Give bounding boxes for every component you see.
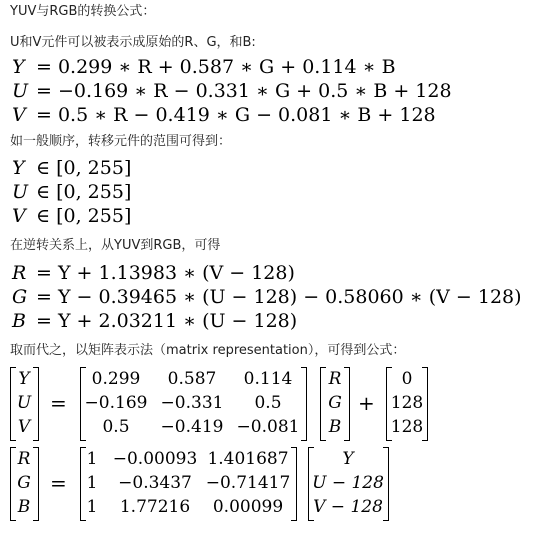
right-bracket [344, 367, 350, 441]
matrix-cell: −0.331 [160, 393, 224, 413]
vector-cell: V [17, 417, 31, 437]
vector-cell: 0 [401, 369, 413, 389]
right-bracket [291, 447, 297, 521]
vector-cell: Y [18, 369, 30, 389]
right-bracket [33, 447, 39, 521]
matrix-cell: 1 [86, 473, 98, 493]
equation-lhs: G [12, 286, 28, 308]
matrix-cell: 0.299 [91, 369, 141, 389]
right-bracket [33, 367, 39, 441]
matrix-cell: −0.3437 [118, 473, 192, 493]
vector-cell: U − 128 [312, 473, 384, 493]
range-lhs: U [12, 181, 29, 203]
equation-rhs: = 0.5 ∗ R − 0.419 ∗ G − 0.081 ∗ B + 128 [36, 104, 436, 126]
intro-text: U和V元件可以被表示成原始的R、G，和B: [10, 35, 256, 50]
right-bracket [301, 367, 307, 441]
equals-sign: = [50, 391, 67, 415]
matrix-cell: 0.5 [254, 393, 282, 413]
matrix-cell: 0.114 [243, 369, 293, 389]
right-bracket [383, 447, 389, 521]
inverse-intro-text: 在逆转关系上，从YUV到RGB，可得 [10, 238, 221, 253]
vector-cell: B [328, 417, 342, 437]
equation-lhs: V [12, 104, 26, 126]
matrix-cell: 1 [86, 497, 98, 517]
matrix-cell: 0.00099 [212, 497, 284, 517]
vector-cell: Y [342, 449, 354, 469]
vector-cell: R [17, 449, 31, 469]
range-rhs: ∈ [0, 255] [36, 157, 132, 179]
matrix-cell: −0.71417 [205, 473, 291, 493]
equals-sign: = [50, 471, 67, 495]
left-bracket [10, 367, 16, 441]
vector-cell: V − 128 [313, 497, 383, 517]
equation-rhs: = −0.169 ∗ R − 0.331 ∗ G + 0.5 ∗ B + 128 [36, 80, 452, 102]
vector-cell: G [328, 393, 342, 413]
plus-sign: + [358, 391, 375, 415]
matrix-cell: 1.77216 [119, 497, 191, 517]
range-rhs: ∈ [0, 255] [36, 205, 132, 227]
equation-rhs: = Y + 2.03211 ∗ (U − 128) [36, 310, 298, 332]
range-lhs: V [12, 205, 26, 227]
range-rhs: ∈ [0, 255] [36, 181, 132, 203]
left-bracket [320, 367, 326, 441]
vector-cell: U [16, 393, 32, 413]
equation-rhs: = 0.299 ∗ R + 0.587 ∗ G + 0.114 ∗ B [36, 56, 396, 78]
title-heading: YUV与RGB的转换公式： [10, 4, 156, 19]
matrix-cell: −0.00093 [112, 449, 198, 469]
equation-lhs: Y [12, 56, 25, 78]
matrix-cell: 0.5 [102, 417, 130, 437]
matrix-cell: 1 [86, 449, 98, 469]
range-lhs: Y [12, 157, 25, 179]
equation-lhs: B [12, 310, 26, 332]
matrix-cell: 0.587 [167, 369, 217, 389]
vector-cell: B [17, 497, 31, 517]
matrix-cell: −0.081 [236, 417, 300, 437]
equation-lhs: R [12, 262, 27, 284]
equation-lhs: U [12, 80, 29, 102]
left-bracket [10, 447, 16, 521]
matrix-intro-text: 取而代之，以矩阵表示法（matrix representation），可得到公式： [10, 343, 406, 358]
left-bracket [80, 447, 86, 521]
matrix-cell: −0.169 [84, 393, 148, 413]
vector-cell: 128 [390, 417, 424, 437]
right-bracket [422, 367, 428, 441]
range-intro-text: 如一般顺序，转移元件的范围可得到： [10, 134, 232, 149]
vector-cell: R [328, 369, 342, 389]
matrix-cell: 1.401687 [207, 449, 289, 469]
matrix-cell: −0.419 [160, 417, 224, 437]
equation-rhs: = Y + 1.13983 ∗ (V − 128) [36, 262, 295, 284]
equation-rhs: = Y − 0.39465 ∗ (U − 128) − 0.58060 ∗ (V − 128) [36, 286, 522, 308]
vector-cell: G [17, 473, 31, 493]
vector-cell: 128 [390, 393, 424, 413]
